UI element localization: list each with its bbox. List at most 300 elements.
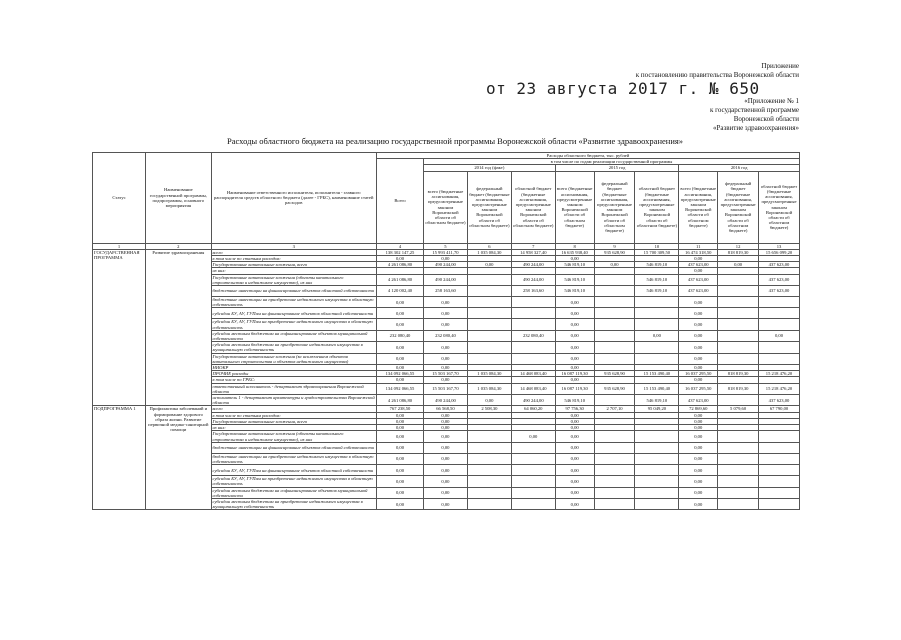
row-value (511, 342, 555, 353)
row-value: 0,00 (679, 453, 718, 464)
row-value: 0,00 (679, 268, 718, 274)
row-value: 0,00 (555, 365, 594, 371)
row-expense-name: субсидии БУ, АУ, ГУПам на приобретение недвижимого имущества в областную собственность (211, 476, 377, 487)
row-value (759, 342, 800, 353)
row-value: 14 958 327,40 (511, 249, 555, 255)
row-value (635, 431, 679, 442)
row-expense-name: Государственные капитальные вложения, всего (211, 418, 377, 424)
row-value: 1 035 084,30 (467, 371, 511, 377)
row-value: 0,00 (423, 342, 467, 353)
row-value: 0,00 (679, 487, 718, 498)
row-value: 15 218 476,20 (759, 383, 800, 394)
row-expense-name: всего (211, 406, 377, 412)
row-value (467, 487, 511, 498)
row-value (594, 297, 635, 308)
row-value: 0,00 (377, 365, 424, 371)
row-value (759, 319, 800, 330)
row-value: 437 623,00 (679, 286, 718, 297)
row-value: 0,00 (423, 377, 467, 383)
row-value (467, 274, 511, 285)
column-index: 3 (211, 243, 377, 249)
row-value (511, 453, 555, 464)
row-value (718, 431, 759, 442)
row-value (467, 342, 511, 353)
row-value (759, 487, 800, 498)
row-value: 0,00 (377, 342, 424, 353)
row-status: ПОДПРОГРАММА 1 (93, 406, 146, 510)
row-value: 437 623,00 (759, 274, 800, 285)
row-value: 0,00 (423, 308, 467, 319)
row-value: 72 869,60 (679, 406, 718, 412)
column-index: 5 (423, 243, 467, 249)
row-value (467, 308, 511, 319)
row-value: 0,00 (555, 498, 594, 509)
row-value (759, 442, 800, 453)
row-value: 490 244,00 (423, 274, 467, 285)
row-value: 15 153 490,40 (635, 383, 679, 394)
row-value: 546 819,10 (635, 395, 679, 406)
row-expense-name: НИОКР (211, 365, 377, 371)
head-executor: Наименование ответственного исполнителя, исполнителя - главного распорядителя средств областного бюджета (далее - ГРБС), наименование статей расходов (211, 153, 377, 244)
row-value: 818 819,30 (718, 371, 759, 377)
row-value: 0,00 (555, 342, 594, 353)
row-value: 0,00 (555, 442, 594, 453)
row-value: 546 819,10 (635, 286, 679, 297)
row-value (635, 465, 679, 476)
row-value (718, 453, 759, 464)
row-value: 0,00 (555, 425, 594, 431)
row-value: 0,00 (377, 377, 424, 383)
row-value (467, 431, 511, 442)
row-value (511, 308, 555, 319)
row-expense-name: субсидии БУ, АУ, ГУПам на приобретение недвижимого имущества в областную собственность (211, 319, 377, 330)
row-value: 16 087 119,30 (555, 371, 594, 377)
row-value: 437 623,00 (679, 395, 718, 406)
row-value: 0,00 (594, 262, 635, 268)
row-value: 15 218 476,20 (759, 371, 800, 377)
row-value (594, 498, 635, 509)
row-value (511, 476, 555, 487)
row-value (467, 498, 511, 509)
row-value (635, 442, 679, 453)
row-value: 935 628,90 (594, 383, 635, 394)
row-value: 4 261 086,80 (377, 262, 424, 268)
row-value: 437 623,00 (759, 262, 800, 268)
row-value (635, 319, 679, 330)
row-value (511, 442, 555, 453)
row-value: 0,00 (635, 330, 679, 341)
row-value: 64 060,20 (511, 406, 555, 412)
row-value: 767 238,50 (377, 406, 424, 412)
head-2015-fed: федеральный бюджет (бюджетные ассигнования, предусмотренные законом Воронежской области об областном бюджете) (594, 171, 635, 243)
row-value (594, 465, 635, 476)
row-value: 258 163,60 (423, 286, 467, 297)
row-value: 4 261 086,80 (377, 274, 424, 285)
row-value (759, 476, 800, 487)
row-value: 490 244,00 (511, 274, 555, 285)
row-value: 546 819,10 (555, 395, 594, 406)
row-value (594, 395, 635, 406)
row-value (511, 297, 555, 308)
row-expense-name: в том числе по статьям расходов: (211, 256, 377, 262)
row-value: 0,00 (377, 353, 424, 364)
row-value (635, 353, 679, 364)
row-value (467, 297, 511, 308)
row-expense-name: в том числе по ГРБС: (211, 377, 377, 383)
row-value: 95 049,20 (635, 406, 679, 412)
row-value (594, 308, 635, 319)
row-value: 15 700 309,50 (635, 249, 679, 255)
row-value: 15 656 099,20 (759, 249, 800, 255)
row-value: 16 087 119,30 (555, 383, 594, 394)
row-value: 0,00 (423, 412, 467, 418)
row-value: 5 079,60 (718, 406, 759, 412)
row-value (635, 487, 679, 498)
row-value: 14 468 083,40 (511, 383, 555, 394)
row-value: 0,00 (679, 412, 718, 418)
row-value: 0,00 (555, 256, 594, 262)
row-value: 0,00 (679, 431, 718, 442)
row-value (635, 453, 679, 464)
row-value: 16 474 318,50 (679, 249, 718, 255)
row-value: 4 120 002,40 (377, 286, 424, 297)
row-value: 4 261 086,80 (377, 395, 424, 406)
row-expense-name: бюджетные инвестиции на финансирование объектов областной собственности (211, 442, 377, 453)
row-value: 0,00 (423, 418, 467, 424)
row-expense-name: исполнитель 1 - департамент архитектуры и градостроительства Воронежской области (212, 395, 375, 406)
row-value: 0,00 (679, 319, 718, 330)
row-value: 546 819,10 (555, 286, 594, 297)
row-value (635, 297, 679, 308)
row-value: 437 623,00 (679, 262, 718, 268)
row-value: 0,00 (679, 365, 718, 371)
row-value: 0,00 (423, 453, 467, 464)
row-value: 0,00 (423, 487, 467, 498)
column-index: 7 (511, 243, 555, 249)
row-value (635, 476, 679, 487)
row-value (718, 286, 759, 297)
row-value: 818 819,30 (718, 249, 759, 255)
head-year-2014: 2014 год (факт) (423, 165, 555, 171)
row-value: 0,00 (555, 330, 594, 341)
row-value: 0,00 (555, 431, 594, 442)
row-value: 0,00 (555, 418, 594, 424)
row-value (759, 353, 800, 364)
row-value: 437 623,00 (759, 395, 800, 406)
column-index: 1 (93, 243, 146, 249)
budget-table (92, 152, 800, 510)
row-value: 0,00 (679, 377, 718, 383)
row-expense-name: субсидии местным бюджетам на софинансирование объектов муниципальной собственности (211, 330, 377, 341)
row-value: 16 037 295,50 (679, 371, 718, 377)
row-value: 935 628,90 (594, 249, 635, 255)
program-appendix-region: Воронежской области (733, 115, 799, 123)
program-appendix-name: «Развитие здравоохранения» (712, 124, 799, 132)
row-value: 0,00 (679, 418, 718, 424)
row-expense-name: субсидии местным бюджетам на софинансирование объектов муниципальной собственности (211, 487, 377, 498)
row-value: 0,00 (423, 319, 467, 330)
row-expense-name: субсидии БУ, АУ, ГУПам на финансирование объектов областной собственности (211, 308, 377, 319)
row-value (467, 442, 511, 453)
row-value: 66 568,50 (423, 406, 467, 412)
row-value: 437 623,00 (679, 274, 718, 285)
row-value: 0,00 (555, 297, 594, 308)
row-value: 546 819,10 (635, 262, 679, 268)
row-expense-name: бюджетные инвестиции на финансирование объектов областной собственности (211, 286, 377, 297)
row-expense-name: ответственный исполнитель - департамент здравоохранения Воронежской области (211, 383, 377, 394)
row-value: 97 756,30 (555, 406, 594, 412)
row-value: 0,00 (377, 297, 424, 308)
row-expense-name: Государственные капитальные вложения (объекты капитального строительства и недвижимое имущество), из них (211, 274, 377, 285)
column-index: 10 (635, 243, 679, 249)
row-value (759, 297, 800, 308)
row-value: 0,00 (679, 342, 718, 353)
appendix-label: Приложение (761, 62, 799, 70)
row-value (467, 319, 511, 330)
row-value (467, 286, 511, 297)
row-program: Развитие здравоохранения (146, 249, 211, 406)
row-expense-name: субсидии местным бюджетам на приобретение недвижимого имущества в муниципальную собственность (211, 342, 377, 353)
row-value: 134 092 066,55 (377, 371, 424, 377)
row-value: 0,00 (377, 442, 424, 453)
row-value: 546 819,10 (555, 262, 594, 268)
row-value: 1 035 084,30 (467, 383, 511, 394)
row-value (511, 498, 555, 509)
row-value: 0,00 (423, 465, 467, 476)
column-index: 11 (679, 243, 718, 249)
row-value (718, 297, 759, 308)
row-value: 67 790,00 (759, 406, 800, 412)
row-value (635, 308, 679, 319)
row-value (467, 476, 511, 487)
row-value: 14 468 083,40 (511, 371, 555, 377)
head-2014-reg: областной бюджет (бюджетные ассигнования, предусмотренные законом Воронежской области об областном бюджете) (511, 171, 555, 243)
row-value: 0,00 (423, 365, 467, 371)
row-value: 0,00 (377, 418, 424, 424)
appendix-header (636, 62, 799, 80)
row-value (718, 487, 759, 498)
row-value: 0,00 (423, 425, 467, 431)
row-value: 0,00 (679, 256, 718, 262)
row-value: 0,00 (679, 308, 718, 319)
row-value: 15 153 490,40 (635, 371, 679, 377)
row-value: 0,00 (377, 498, 424, 509)
table-row (93, 406, 800, 412)
row-value (718, 308, 759, 319)
row-value: 2 707,10 (594, 406, 635, 412)
row-value: 15 503 167,70 (423, 371, 467, 377)
row-value (759, 308, 800, 319)
head-2014-all: всего (бюджетные ассигнования, предусмотренные законом Воронежской области об областном бюджете) (423, 171, 467, 243)
document-title: Расходы областного бюджета на реализацию государственной программы Воронежской области «Развитие здравоохранения» (227, 136, 684, 146)
row-value (594, 286, 635, 297)
row-value: 1 035 084,30 (467, 249, 511, 255)
head-status: Статус (93, 153, 146, 244)
row-value (718, 465, 759, 476)
head-year-2015: 2015 год (555, 165, 679, 171)
row-expense-name: ПРОЧИЕ расходы (211, 371, 377, 377)
row-value: 0,00 (679, 442, 718, 453)
row-value: 15 503 167,70 (423, 383, 467, 394)
row-value: 232 080,40 (423, 330, 467, 341)
row-value: 0,00 (759, 330, 800, 341)
head-2016-reg: областной бюджет (бюджетные ассигнования, предусмотренные законом Воронежской области об областном бюджете) (759, 171, 800, 243)
column-index: 4 (377, 243, 424, 249)
head-2016-all: всего (бюджетные ассигнования, предусмотренные законом Воронежской области об областном бюджете) (679, 171, 718, 243)
row-value (718, 330, 759, 341)
row-value (718, 353, 759, 364)
row-value: 16 635 938,40 (555, 249, 594, 255)
row-value: 232 080,40 (511, 330, 555, 341)
row-value (594, 453, 635, 464)
row-value: 0,00 (377, 487, 424, 498)
row-value (594, 353, 635, 364)
row-value: 0,00 (423, 256, 467, 262)
row-value (594, 274, 635, 285)
row-value: 0,00 (423, 442, 467, 453)
head-expenses: Расходы областного бюджета, тыс. рублей (377, 153, 800, 159)
row-value: 2 508,30 (467, 406, 511, 412)
row-value: 0,00 (679, 476, 718, 487)
row-value: 0,00 (467, 262, 511, 268)
row-value: 490 244,00 (511, 395, 555, 406)
date-number-stamp: от 23 августа 2017 г. № 650 (486, 79, 760, 98)
row-expense-name: Государственные капитальные вложения, всего (211, 262, 377, 268)
row-expense-name: субсидии БУ, АУ, ГУПам на финансирование объектов областной собственности (211, 465, 377, 476)
head-program: Наименование государственной программы, подпрограммы, основного мероприятия (146, 153, 211, 244)
column-index: 2 (146, 243, 211, 249)
row-value (635, 498, 679, 509)
row-value: 0,00 (555, 476, 594, 487)
column-index: 13 (759, 243, 800, 249)
row-value: 16 037 295,50 (679, 383, 718, 394)
row-value (718, 342, 759, 353)
row-value (718, 319, 759, 330)
row-value: 0,00 (679, 425, 718, 431)
row-value (467, 465, 511, 476)
row-value: 0,00 (511, 431, 555, 442)
row-value: 546 819,10 (555, 274, 594, 285)
row-value (594, 487, 635, 498)
program-appendix-header (710, 97, 799, 133)
row-value: 0,00 (555, 308, 594, 319)
row-value: 0,00 (555, 353, 594, 364)
row-value (594, 442, 635, 453)
row-value: 490 244,00 (511, 262, 555, 268)
appendix-ref: к постановлению правительства Воронежской области (635, 71, 799, 79)
row-value: 0,00 (718, 262, 759, 268)
row-value (594, 330, 635, 341)
column-index: 9 (594, 243, 635, 249)
row-value (511, 319, 555, 330)
row-value (718, 395, 759, 406)
row-value (467, 353, 511, 364)
column-index: 12 (718, 243, 759, 249)
row-value: 232 080,40 (377, 330, 424, 341)
row-value: 0,00 (377, 412, 424, 418)
row-value (511, 487, 555, 498)
row-value: 0,00 (377, 425, 424, 431)
row-expense-name: бюджетные инвестиции на приобретение недвижимого имущества в областную собственность (211, 453, 377, 464)
row-value: 0,00 (555, 487, 594, 498)
head-2015-all: всего (бюджетные ассигнования, предусмотренные законом Воронежской области об областном бюджете) (555, 171, 594, 243)
row-value: 258 163,60 (511, 286, 555, 297)
row-value: 0,00 (377, 431, 424, 442)
head-year-2016: 2016 год (679, 165, 800, 171)
row-expense-name: Государственные капитальные вложения (объекты капитального строительства и недвижимое имущество), из них (211, 431, 377, 442)
row-value: 0,00 (423, 476, 467, 487)
row-value: 0,00 (377, 319, 424, 330)
program-appendix-label: «Приложение № 1 (744, 97, 799, 105)
row-program: Профилактика заболеваний и формирование здорового образа жизни. Развитие первичной медико-санитарной помощи (146, 406, 211, 510)
table-row (93, 249, 800, 255)
row-value (467, 453, 511, 464)
row-expense-name: бюджетные инвестиции на приобретение недвижимого имущества в областную собственность (211, 297, 377, 308)
row-value: 0,00 (555, 465, 594, 476)
row-value: 0,00 (555, 412, 594, 418)
row-value: 15 993 411,70 (423, 249, 467, 255)
row-value: 0,00 (679, 297, 718, 308)
row-value: 0,00 (679, 353, 718, 364)
row-value (718, 442, 759, 453)
row-value (511, 353, 555, 364)
column-index: 6 (467, 243, 511, 249)
head-2016-fed: федеральный бюджет (бюджетные ассигнования, предусмотренные законом Воронежской области об областном бюджете) (718, 171, 759, 243)
row-value (759, 498, 800, 509)
row-value: 0,00 (679, 465, 718, 476)
row-value (594, 319, 635, 330)
row-value: 0,00 (377, 256, 424, 262)
row-value (718, 498, 759, 509)
row-value: 935 628,90 (594, 371, 635, 377)
row-value: 818 819,30 (718, 383, 759, 394)
row-value: 0,00 (555, 377, 594, 383)
row-value (511, 465, 555, 476)
column-index: 8 (555, 243, 594, 249)
row-expense-name: из них: (211, 268, 377, 274)
row-value: 0,00 (423, 498, 467, 509)
row-value: 0,00 (555, 319, 594, 330)
row-value: 546 819,10 (635, 274, 679, 285)
row-expense-name: Государственные капитальные вложения (за исключением объектов капитального строительства и объектов недвижимого имущества) (211, 353, 377, 364)
row-value: 0,00 (377, 453, 424, 464)
row-value: 0,00 (679, 498, 718, 509)
row-value (759, 431, 800, 442)
row-value: 0,00 (423, 297, 467, 308)
row-value (718, 476, 759, 487)
row-value: 437 623,00 (759, 286, 800, 297)
head-2014-fed: федеральный бюджет (бюджетные ассигнования, предусмотренные законом Воронежской области об областном бюджете) (467, 171, 511, 243)
row-value (594, 431, 635, 442)
row-expense-name: всего (211, 249, 377, 255)
row-value (467, 330, 511, 341)
row-value: 0,00 (467, 395, 511, 406)
row-value: 0,00 (377, 465, 424, 476)
row-expense-name: субсидии местным бюджетам на приобретение недвижимого имущества в муниципальную собственность (211, 498, 377, 509)
row-expense-name: в том числе по статьям расходов: (211, 412, 377, 418)
row-value (635, 342, 679, 353)
row-value (759, 453, 800, 464)
row-value: 490 244,00 (423, 262, 467, 268)
row-expense-name: из них: (211, 425, 377, 431)
row-value: 0,00 (377, 476, 424, 487)
row-value: 0,00 (423, 431, 467, 442)
head-by-year: в том числе по годам реализации государственной программы (423, 159, 799, 165)
row-value: 0,00 (555, 453, 594, 464)
row-value (759, 465, 800, 476)
row-value: 0,00 (423, 353, 467, 364)
row-value (718, 274, 759, 285)
